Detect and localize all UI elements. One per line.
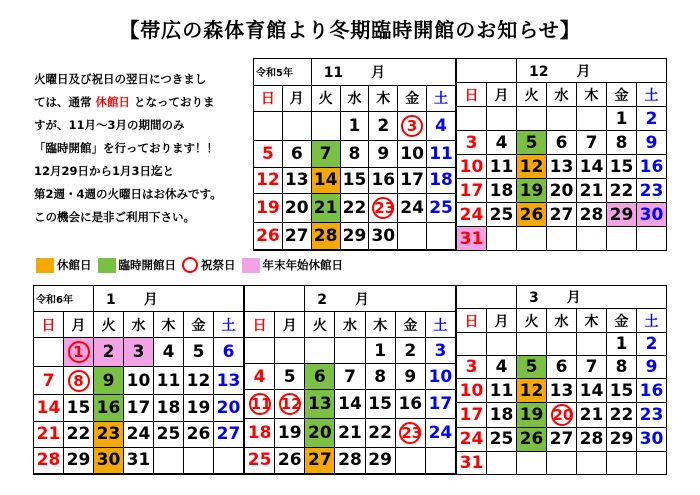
calendar-day <box>427 223 456 250</box>
calendar-day: 6 <box>305 364 335 390</box>
calendar-day: 23 <box>637 179 667 203</box>
holiday-marker: 11 <box>250 395 272 414</box>
calendar-day: 18 <box>487 402 517 428</box>
calendar-day: 19 <box>517 402 547 428</box>
calendar-day: 19 <box>184 395 214 421</box>
notice-line <box>34 137 239 160</box>
calendar-day: 30 <box>637 428 667 451</box>
calendar-day: 18 <box>487 179 517 203</box>
calendar-day <box>577 107 607 131</box>
calendar-day: 9 <box>94 366 124 395</box>
calendar-day: 27 <box>547 203 577 227</box>
calendar-day <box>395 419 425 448</box>
calendar-day: 27 <box>305 447 335 473</box>
calendar-day: 17 <box>398 167 427 194</box>
calendar-day <box>369 249 398 250</box>
notice-line <box>34 91 239 114</box>
calendar-day <box>425 447 455 473</box>
calendar-day <box>34 338 64 367</box>
calendar-day: 27 <box>214 421 244 447</box>
calendar-day <box>547 332 577 355</box>
calendar-day <box>365 473 395 474</box>
calendar-december <box>456 58 667 251</box>
calendar-day: 4 <box>487 131 517 155</box>
calendar-day: 1 <box>365 338 395 364</box>
calendar-day <box>637 451 667 474</box>
calendar-day: 13 <box>547 379 577 402</box>
notice-line <box>34 114 239 137</box>
calendar-day <box>487 227 517 251</box>
calendar-month: 1 月 <box>94 286 244 312</box>
calendar-day: 6 <box>547 131 577 155</box>
weekday-header: 火 <box>517 309 547 332</box>
calendar-day: 4 <box>245 364 275 390</box>
calendar-day: 17 <box>457 402 487 428</box>
calendar-day: 5 <box>517 131 547 155</box>
calendar-day: 21 <box>577 402 607 428</box>
calendar-day: 9 <box>637 131 667 155</box>
legend-item <box>242 257 344 273</box>
calendar-era <box>457 59 517 83</box>
notice-segment: 第2週・4週の火曜日はお休みです。 <box>34 187 222 201</box>
calendar-day: 14 <box>311 167 340 194</box>
calendar-day <box>275 338 305 364</box>
calendar-day <box>517 107 547 131</box>
calendar-day: 14 <box>577 155 607 179</box>
calendar-day: 4 <box>427 112 456 141</box>
holiday-marker: 23 <box>374 199 396 218</box>
weekday-header: 土 <box>427 85 456 112</box>
calendar-day: 18 <box>427 167 456 194</box>
calendar-day: 23 <box>94 421 124 447</box>
calendar-day: 11 <box>154 366 184 395</box>
calendar-era: 令和5年 <box>254 59 312 86</box>
calendar-day: 18 <box>154 395 184 421</box>
calendar-day <box>427 249 456 250</box>
calendar-day: 19 <box>275 419 305 448</box>
holiday-marker: 3 <box>401 115 423 137</box>
calendar-day: 28 <box>577 428 607 451</box>
calendar-day: 30 <box>369 223 398 250</box>
calendar-day <box>369 194 398 223</box>
weekday-header: 水 <box>340 85 369 112</box>
weekday-header: 月 <box>275 312 305 338</box>
legend-label: 休館日 <box>57 258 92 272</box>
calendar-day: 21 <box>335 419 365 448</box>
calendar-day: 30 <box>94 447 124 473</box>
calendar-day: 1 <box>607 107 637 131</box>
calendar-day: 10 <box>398 141 427 168</box>
calendar-day: 24 <box>398 194 427 223</box>
calendar-day: 29 <box>607 428 637 451</box>
calendar-day: 10 <box>124 366 154 395</box>
weekday-header: 水 <box>547 83 577 107</box>
calendar-day: 22 <box>607 179 637 203</box>
calendar-day: 26 <box>517 428 547 451</box>
calendar-day: 11 <box>487 155 517 179</box>
calendar-day: 11 <box>487 379 517 402</box>
weekday-header: 火 <box>517 83 547 107</box>
weekday-header: 日 <box>254 85 283 112</box>
calendar-day <box>637 227 667 251</box>
calendar-day <box>282 112 311 141</box>
weekday-header: 日 <box>34 312 64 338</box>
page-title: 【帯広の森体育館より冬期臨時開館のお知らせ】 <box>119 18 581 42</box>
calendar-day <box>547 227 577 251</box>
red-circle-icon <box>182 257 198 273</box>
weekday-header: 金 <box>184 312 214 338</box>
calendar-day <box>487 451 517 474</box>
legend-item <box>98 257 177 273</box>
calendar-day <box>335 338 365 364</box>
calendar-era <box>457 286 517 309</box>
calendar-day: 29 <box>607 203 637 227</box>
weekday-header: 日 <box>457 309 487 332</box>
weekday-header: 月 <box>64 312 94 338</box>
calendar-day: 7 <box>577 356 607 379</box>
calendar-day: 12 <box>254 167 283 194</box>
notice-segment: 休館日 <box>95 95 131 109</box>
weekday-header: 金 <box>395 312 425 338</box>
calendar-day: 29 <box>64 447 94 473</box>
calendar-day: 25 <box>487 428 517 451</box>
holiday-marker: 1 <box>68 341 90 363</box>
calendar-day: 24 <box>124 421 154 447</box>
legend-label: 臨時開館日 <box>118 258 176 272</box>
calendar-day: 28 <box>311 223 340 250</box>
weekday-header: 水 <box>124 312 154 338</box>
legend-label: 年末年始休館日 <box>262 258 343 272</box>
calendar-day: 24 <box>457 203 487 227</box>
calendar-day: 22 <box>607 402 637 428</box>
calendar-day: 10 <box>425 364 455 390</box>
calendar-day: 10 <box>457 379 487 402</box>
calendar-day: 2 <box>94 338 124 367</box>
calendar-day <box>245 338 275 364</box>
calendar-day: 25 <box>487 203 517 227</box>
calendar-day: 13 <box>282 167 311 194</box>
weekday-header: 土 <box>425 312 455 338</box>
calendar-day <box>245 390 275 419</box>
calendar-day: 7 <box>311 141 340 168</box>
calendar-day <box>607 451 637 474</box>
calendar-day <box>457 107 487 131</box>
notice-line <box>34 206 239 229</box>
holiday-marker: 12 <box>280 395 302 414</box>
calendar-month: 12 月 <box>517 59 667 83</box>
calendar-day: 9 <box>369 141 398 168</box>
holiday-marker: 8 <box>68 370 90 392</box>
calendar-day: 2 <box>637 107 667 131</box>
calendar-day: 8 <box>340 141 369 168</box>
calendar-day: 4 <box>487 356 517 379</box>
calendar-day: 25 <box>427 194 456 223</box>
notice-line <box>34 183 239 206</box>
calendar-day: 13 <box>214 366 244 395</box>
calendar-day: 2 <box>637 332 667 355</box>
calendar-era <box>245 286 305 312</box>
notice-segment: この機会に是非ご利用下さい。 <box>34 210 195 224</box>
calendar-day: 26 <box>184 421 214 447</box>
calendar-day: 22 <box>64 421 94 447</box>
calendar-day <box>395 447 425 473</box>
calendar-day: 16 <box>94 395 124 421</box>
notice-segment: すが、11月～3月の期間のみ <box>34 118 185 132</box>
notice-segment: となっておりま <box>130 95 215 109</box>
calendar-day: 18 <box>245 419 275 448</box>
calendar-day: 26 <box>517 203 547 227</box>
calendar-day: 20 <box>282 194 311 223</box>
calendar-day: 15 <box>607 155 637 179</box>
calendar-month: 11 月 <box>311 59 455 86</box>
notice-line <box>34 160 239 183</box>
calendar-day <box>398 223 427 250</box>
calendar-day: 14 <box>577 379 607 402</box>
calendar-day: 3 <box>457 131 487 155</box>
calendar-day: 8 <box>607 356 637 379</box>
calendar-day: 2 <box>395 338 425 364</box>
calendar-day: 14 <box>335 390 365 419</box>
pink-square-icon <box>242 258 260 273</box>
calendar-march <box>456 285 667 475</box>
weekday-header: 火 <box>305 312 335 338</box>
green-square-icon <box>98 258 116 273</box>
calendar-day: 3 <box>457 356 487 379</box>
calendar-day <box>154 447 184 473</box>
calendar-day: 17 <box>425 390 455 419</box>
calendar-day: 28 <box>34 447 64 473</box>
calendar-day: 4 <box>154 338 184 367</box>
notice-segment: ては、通常 <box>34 95 96 109</box>
calendar-day: 20 <box>547 179 577 203</box>
calendar-day: 20 <box>214 395 244 421</box>
calendar-day: 9 <box>395 364 425 390</box>
calendar-day: 21 <box>311 194 340 223</box>
calendar-day <box>547 451 577 474</box>
calendar-day: 21 <box>577 179 607 203</box>
calendar-day: 8 <box>607 131 637 155</box>
calendar-day <box>275 473 305 474</box>
calendar-day: 24 <box>425 419 455 448</box>
notice-segment: 火曜日及び祝日の翌日につきまし <box>34 72 207 86</box>
calendar-day: 27 <box>282 223 311 250</box>
orange-square-icon <box>36 258 54 273</box>
weekday-header: 金 <box>398 85 427 112</box>
calendar-day <box>398 249 427 250</box>
calendar-day: 8 <box>365 364 395 390</box>
calendar-day <box>254 112 283 141</box>
calendar-day: 16 <box>637 155 667 179</box>
weekday-header: 木 <box>577 83 607 107</box>
legend-item <box>182 257 236 273</box>
calendar-day <box>398 112 427 141</box>
calendar-day: 22 <box>340 194 369 223</box>
calendar-day: 16 <box>395 390 425 419</box>
calendar-day: 10 <box>457 155 487 179</box>
calendar-day <box>64 473 94 474</box>
calendar-day: 31 <box>457 227 487 251</box>
calendar-day: 27 <box>547 428 577 451</box>
calendar-day <box>311 112 340 141</box>
calendar-day: 12 <box>517 155 547 179</box>
calendar-day <box>340 249 369 250</box>
calendar-day: 6 <box>282 141 311 168</box>
holiday-marker: 23 <box>401 423 423 442</box>
calendar-day <box>425 473 455 474</box>
calendar-day: 14 <box>34 395 64 421</box>
calendar-day: 3 <box>124 338 154 367</box>
calendar-day: 15 <box>607 379 637 402</box>
weekday-header: 土 <box>214 312 244 338</box>
calendar-day <box>282 249 311 250</box>
calendar-day: 5 <box>184 338 214 367</box>
calendar-day: 7 <box>577 131 607 155</box>
calendar-day: 28 <box>577 203 607 227</box>
calendar-day <box>124 473 154 474</box>
calendar-day <box>184 447 214 473</box>
calendar-day: 6 <box>547 356 577 379</box>
notice-text <box>34 68 239 229</box>
calendar-day <box>457 332 487 355</box>
calendar-day: 28 <box>335 447 365 473</box>
calendar-day: 23 <box>637 402 667 428</box>
calendar-day <box>311 249 340 250</box>
calendar-day: 15 <box>365 390 395 419</box>
calendar-day <box>547 402 577 428</box>
weekday-header: 水 <box>547 309 577 332</box>
weekday-header: 月 <box>487 309 517 332</box>
calendar-day: 3 <box>425 338 455 364</box>
weekday-header: 火 <box>311 85 340 112</box>
calendar-day <box>607 227 637 251</box>
calendar-day <box>64 366 94 395</box>
calendar-day: 16 <box>369 167 398 194</box>
calendar-day <box>245 473 275 474</box>
calendar-january <box>33 285 244 475</box>
calendar-day <box>254 249 283 250</box>
calendar-day: 1 <box>340 112 369 141</box>
calendar-day: 7 <box>34 366 64 395</box>
calendar-day <box>154 473 184 474</box>
calendar-day: 13 <box>547 155 577 179</box>
calendar-day: 17 <box>457 179 487 203</box>
calendar-day: 2 <box>369 112 398 141</box>
calendar-day: 22 <box>365 419 395 448</box>
weekday-header: 月 <box>487 83 517 107</box>
weekday-header: 金 <box>607 309 637 332</box>
calendar-day: 30 <box>637 203 667 227</box>
calendar-day: 15 <box>64 395 94 421</box>
notice-segment: 12月29日から1月3日迄と <box>34 164 175 178</box>
calendar-month: 2 月 <box>305 286 456 312</box>
calendar-day <box>335 473 365 474</box>
weekday-header: 木 <box>365 312 395 338</box>
calendar-day <box>214 447 244 473</box>
weekday-header: 木 <box>577 309 607 332</box>
calendar-day: 1 <box>607 332 637 355</box>
calendar-day: 15 <box>340 167 369 194</box>
calendar-day: 5 <box>254 141 283 168</box>
calendar-day: 12 <box>184 366 214 395</box>
calendar-day: 11 <box>427 141 456 168</box>
calendar-day <box>517 451 547 474</box>
calendar-day: 31 <box>457 451 487 474</box>
calendar-day <box>517 227 547 251</box>
calendar-day: 17 <box>124 395 154 421</box>
calendar-day <box>487 107 517 131</box>
calendar-day: 29 <box>340 223 369 250</box>
calendar-day <box>487 332 517 355</box>
calendar-day: 5 <box>275 364 305 390</box>
calendar-day <box>64 338 94 367</box>
calendar-day: 5 <box>517 356 547 379</box>
calendar-february <box>244 285 456 475</box>
calendar-day: 25 <box>154 421 184 447</box>
weekday-header: 金 <box>607 83 637 107</box>
calendar-day: 26 <box>254 223 283 250</box>
calendar-day: 12 <box>517 379 547 402</box>
weekday-header: 土 <box>637 83 667 107</box>
calendar-day: 26 <box>275 447 305 473</box>
calendar-day <box>577 332 607 355</box>
weekday-header: 木 <box>154 312 184 338</box>
calendar-day: 20 <box>305 419 335 448</box>
calendar-day: 19 <box>517 179 547 203</box>
legend-item <box>36 257 92 273</box>
weekday-header: 月 <box>282 85 311 112</box>
calendar-day <box>577 451 607 474</box>
calendar-day <box>34 473 64 474</box>
calendar-month: 3 月 <box>517 286 667 309</box>
calendar-november <box>253 58 456 251</box>
legend <box>36 256 349 274</box>
calendar-day <box>275 390 305 419</box>
calendar-day: 21 <box>34 421 64 447</box>
weekday-header: 水 <box>335 312 365 338</box>
calendar-day <box>577 227 607 251</box>
calendar-day: 16 <box>637 379 667 402</box>
weekday-header: 火 <box>94 312 124 338</box>
calendar-day <box>94 473 124 474</box>
calendar-day: 6 <box>214 338 244 367</box>
calendar-day: 31 <box>124 447 154 473</box>
calendar-day: 19 <box>254 194 283 223</box>
legend-label: 祝祭日 <box>201 258 236 272</box>
calendar-day <box>305 473 335 474</box>
calendar-day <box>214 473 244 474</box>
calendar-day: 25 <box>245 447 275 473</box>
notice-segment: 「臨時開館」を行っております！！ <box>34 141 218 155</box>
holiday-marker: 20 <box>552 406 574 424</box>
weekday-header: 木 <box>369 85 398 112</box>
calendar-day: 24 <box>457 428 487 451</box>
calendar-day <box>517 332 547 355</box>
calendar-day: 13 <box>305 390 335 419</box>
weekday-header: 日 <box>245 312 275 338</box>
calendar-day <box>305 338 335 364</box>
notice-line <box>34 68 239 91</box>
calendar-day <box>395 473 425 474</box>
calendar-day: 29 <box>365 447 395 473</box>
calendar-day <box>184 473 214 474</box>
calendar-day: 7 <box>335 364 365 390</box>
weekday-header: 日 <box>457 83 487 107</box>
calendar-day <box>547 107 577 131</box>
weekday-header: 土 <box>637 309 667 332</box>
calendar-era: 令和6年 <box>34 286 94 312</box>
calendar-day: 9 <box>637 356 667 379</box>
